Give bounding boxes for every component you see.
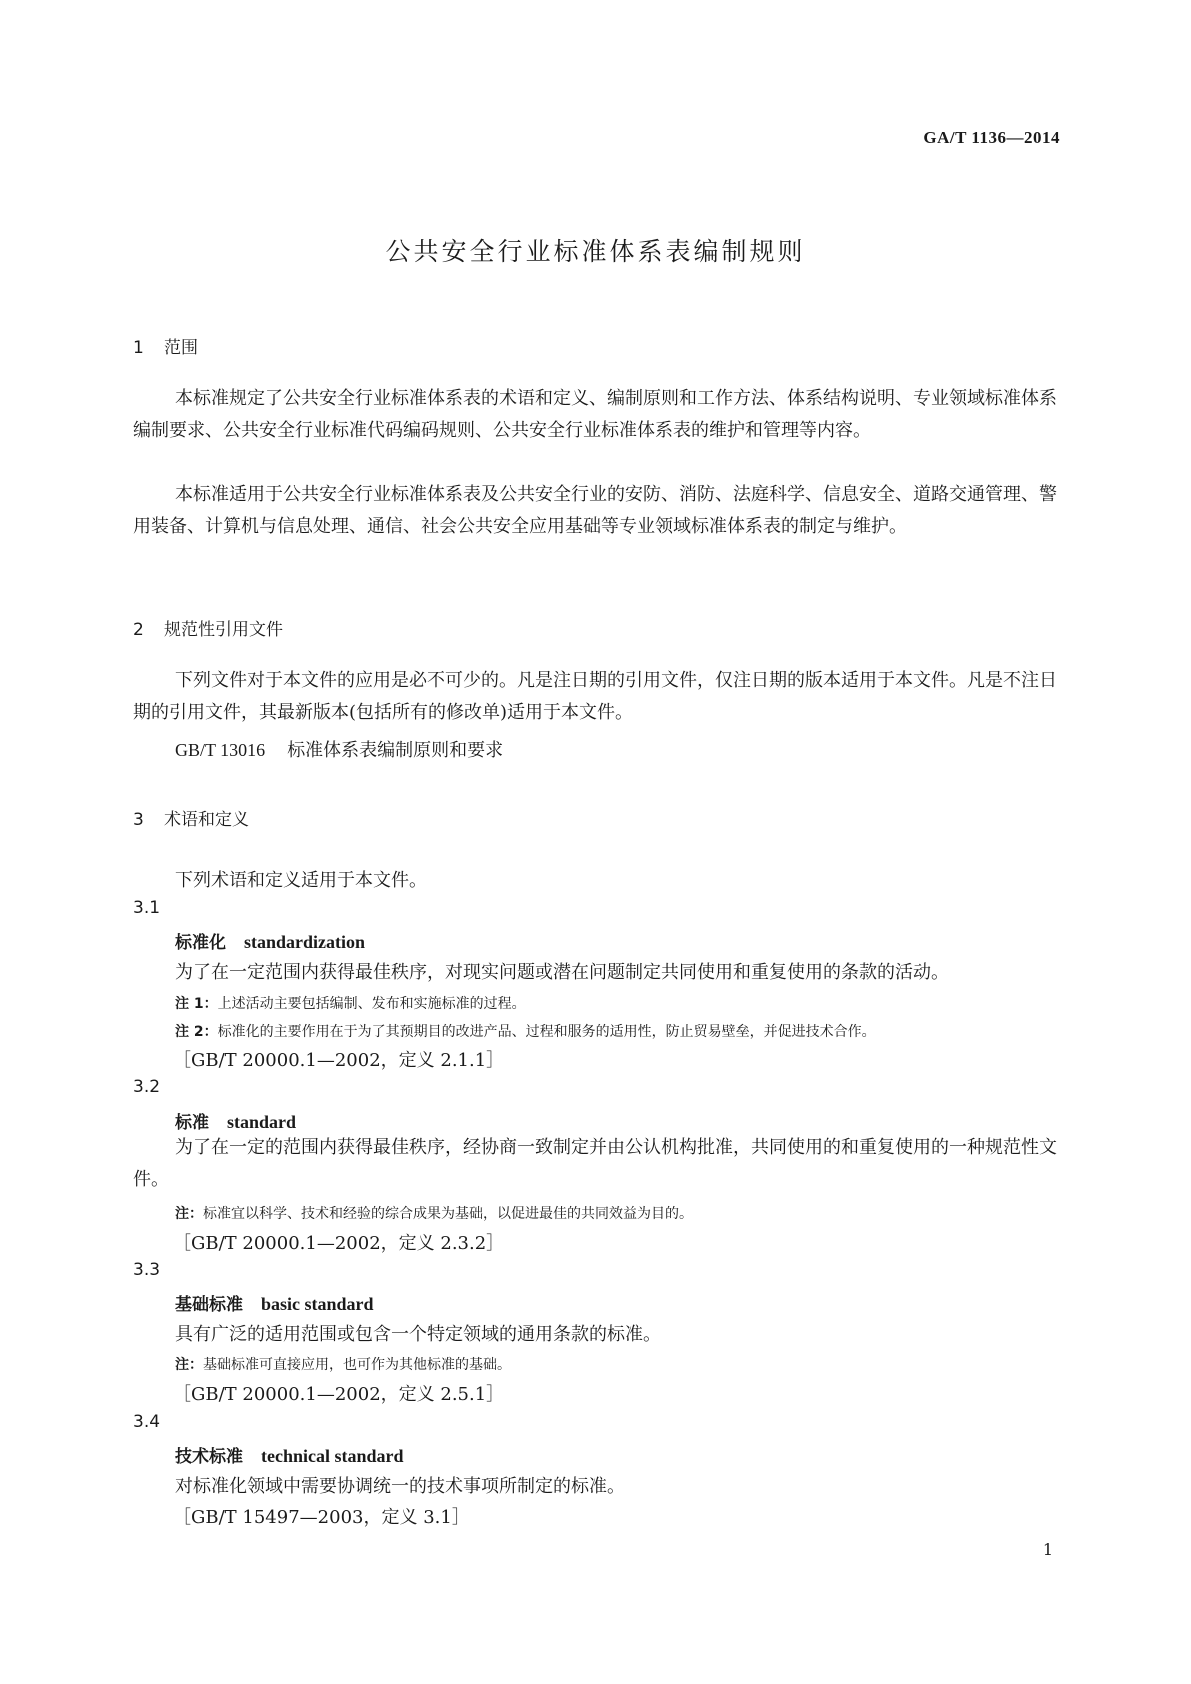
note-label: 注： — [175, 1206, 203, 1222]
term-3-3-definition: 具有广泛的适用范围或包含一个特定领域的通用条款的标准。 — [175, 1324, 661, 1345]
term-3-1-source: ［GB/T 20000.1—2002，定义 2.1.1］ — [173, 1050, 505, 1071]
section-1-number: 1 — [133, 338, 144, 358]
section-3-title: 术语和定义 — [164, 810, 249, 830]
term-3-3-note — [175, 1354, 511, 1374]
term-3-3-name — [175, 1290, 374, 1315]
section-3-heading — [133, 805, 249, 830]
term-3-4-name — [175, 1442, 404, 1467]
note-label: 注： — [175, 1357, 203, 1373]
section-1-title: 范围 — [164, 338, 198, 358]
term-3-1-note-1 — [175, 993, 526, 1013]
section-1-heading — [133, 333, 198, 358]
section-2-paragraph: 下列文件对于本文件的应用是必不可少的。凡是注日期的引用文件，仅注日期的版本适用于本文件。凡是不注日期的引用文件，其最新版本(包括所有的修改单)适用于本文件。 — [133, 670, 1057, 723]
term-3-3-number: 3.3 — [133, 1260, 161, 1280]
section-3-intro: 下列术语和定义适用于本文件。 — [175, 870, 427, 891]
term-3-1-note-2 — [175, 1021, 876, 1041]
section-1-paragraph-2: 本标准适用于公共安全行业标准体系表及公共安全行业的安防、消防、法庭科学、信息安全、道路交通管理、警用装备、计算机与信息处理、通信、社会公共安全应用基础等专业领域标准体系表的制定与维护。 — [133, 484, 1057, 537]
section-1-paragraph-1: 本标准规定了公共安全行业标准体系表的术语和定义、编制原则和工作方法、体系结构说明、专业领域标准体系编制要求、公共安全行业标准代码编码规则、公共安全行业标准体系表的维护和管理等内容。 — [133, 388, 1057, 441]
note-text: 标准化的主要作用在于为了其预期目的改进产品、过程和服务的适用性，防止贸易壁垒，并促进技术合作。 — [217, 1024, 876, 1040]
term-3-2-name — [175, 1108, 296, 1133]
term-3-1-number: 3.1 — [133, 898, 161, 918]
term-3-3-source: ［GB/T 20000.1—2002，定义 2.5.1］ — [173, 1384, 505, 1405]
term-en: technical standard — [261, 1446, 404, 1466]
page-number: 1 — [1042, 1540, 1053, 1559]
term-3-1-name — [175, 928, 365, 953]
standard-code: GA/T 1136—2014 — [923, 128, 1060, 147]
term-3-4-number: 3.4 — [133, 1412, 161, 1432]
term-3-4-definition: 对标准化领域中需要协调统一的技术事项所制定的标准。 — [175, 1476, 625, 1497]
section-2-title: 规范性引用文件 — [164, 620, 283, 640]
note-label: 注 2： — [175, 1024, 218, 1040]
term-en: basic standard — [261, 1294, 374, 1314]
section-2-heading — [133, 615, 283, 640]
section-3-number: 3 — [133, 810, 144, 830]
document-title: 公共安全行业标准体系表编制规则 — [385, 237, 806, 266]
note-label: 注 1： — [175, 996, 218, 1012]
term-3-2-definition: 为了在一定的范围内获得最佳秩序，经协商一致制定并由公认机构批准，共同使用的和重复使用的一种规范性文件。 — [133, 1137, 1057, 1190]
term-en: standardization — [244, 932, 366, 952]
normative-reference — [175, 736, 503, 762]
note-text: 标准宜以科学、技术和经验的综合成果为基础，以促进最佳的共同效益为目的。 — [203, 1206, 693, 1222]
term-3-4-source: ［GB/T 15497—2003，定义 3.1］ — [173, 1507, 470, 1528]
term-3-2-note — [175, 1203, 693, 1223]
term-zh: 基础标准 — [175, 1295, 243, 1315]
section-2-number: 2 — [133, 620, 144, 640]
reference-code: GB/T 13016 — [175, 740, 266, 760]
term-3-2-number: 3.2 — [133, 1077, 161, 1097]
term-zh: 标准 — [175, 1113, 209, 1133]
term-3-2-source: ［GB/T 20000.1—2002，定义 2.3.2］ — [173, 1233, 505, 1254]
note-text: 上述活动主要包括编制、发布和实施标准的过程。 — [217, 996, 526, 1012]
term-zh: 技术标准 — [175, 1447, 243, 1467]
term-zh: 标准化 — [175, 933, 226, 953]
term-3-1-definition: 为了在一定范围内获得最佳秩序，对现实问题或潜在问题制定共同使用和重复使用的条款的活动。 — [175, 962, 949, 983]
note-text: 基础标准可直接应用，也可作为其他标准的基础。 — [203, 1357, 511, 1373]
term-en: standard — [227, 1112, 297, 1132]
reference-title: 标准体系表编制原则和要求 — [287, 740, 504, 761]
